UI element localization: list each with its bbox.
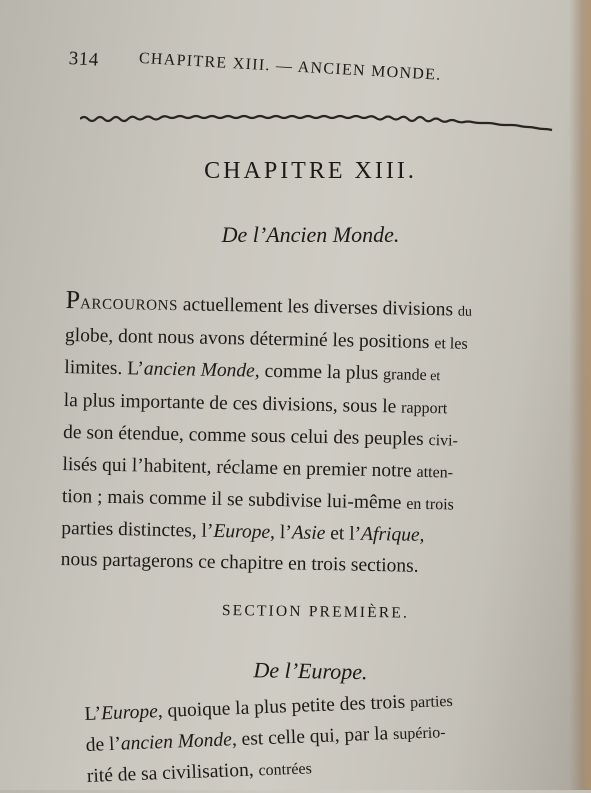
line-tail: supério-: [392, 724, 446, 744]
line-tail: rapport: [400, 399, 448, 418]
line-text: de l’: [85, 733, 122, 756]
line-tail: atten-: [416, 463, 454, 482]
line-text: la plus importante de ces divisions, sous le: [63, 389, 402, 418]
italic-text: Europe: [100, 701, 159, 725]
line-text: et l’: [325, 523, 362, 545]
ornamental-divider: [80, 113, 560, 135]
line-text: nous partagerons ce chapitre en trois sections.: [60, 548, 419, 577]
running-head: [68, 38, 520, 103]
paragraph-europe: [84, 681, 577, 793]
line-tail: en trois: [406, 495, 454, 514]
line-tail: civi-: [428, 431, 459, 450]
line-text: , l’: [269, 521, 293, 544]
line-text: rité de sa civilisation,: [86, 759, 259, 787]
chapter-title: CHAPITRE XIII.: [204, 158, 417, 184]
line-text: globe, dont nous avons déterminé les positions: [64, 324, 435, 354]
paragraph-ancien-monde: [60, 284, 565, 585]
chapter-subtitle: De l’Ancien Monde.: [221, 222, 400, 247]
line-tail: parties: [409, 692, 454, 712]
section-heading: SECTION PREMIÈRE.: [221, 601, 410, 622]
line-text: , est celle qui, par la: [231, 723, 394, 751]
line-tail: et: [426, 368, 441, 385]
line-text: parties distinctes, l’: [61, 517, 214, 542]
italic-text: Europe: [213, 520, 271, 543]
page-number: 314: [68, 47, 100, 71]
section-subtitle: De l’Europe.: [253, 657, 368, 685]
smallcaps-word: ARCOURONS: [79, 296, 179, 315]
italic-text: ancien Monde: [120, 729, 233, 755]
line-text: de son étendue, comme sous celui des peuples: [62, 421, 429, 450]
line-tail: du: [457, 304, 473, 320]
line-text: , comme la plus: [254, 360, 384, 385]
line-text: ,: [419, 524, 425, 546]
line-text: lisés qui l’habitent, réclame en premier notre: [62, 453, 417, 482]
line-tail: grande: [382, 366, 427, 384]
dropcap: P: [65, 284, 81, 315]
italic-text: Afrique: [360, 523, 420, 546]
italic-text: Asie: [291, 522, 326, 545]
line-text: limites. L’: [64, 356, 145, 380]
line-text: , quoique la plus petite des trois: [157, 691, 411, 723]
line-text: actuellement les diverses divisions: [177, 294, 459, 321]
line-tail: et les: [434, 335, 468, 353]
italic-text: ancien Monde: [143, 358, 256, 382]
line-text: L’: [84, 703, 102, 725]
line-text: tion ; mais comme il se subdivise lui-même: [61, 485, 407, 514]
running-title: CHAPITRE XIII. — ANCIEN MONDE.: [138, 49, 442, 84]
line-tail: contrées: [258, 760, 313, 780]
